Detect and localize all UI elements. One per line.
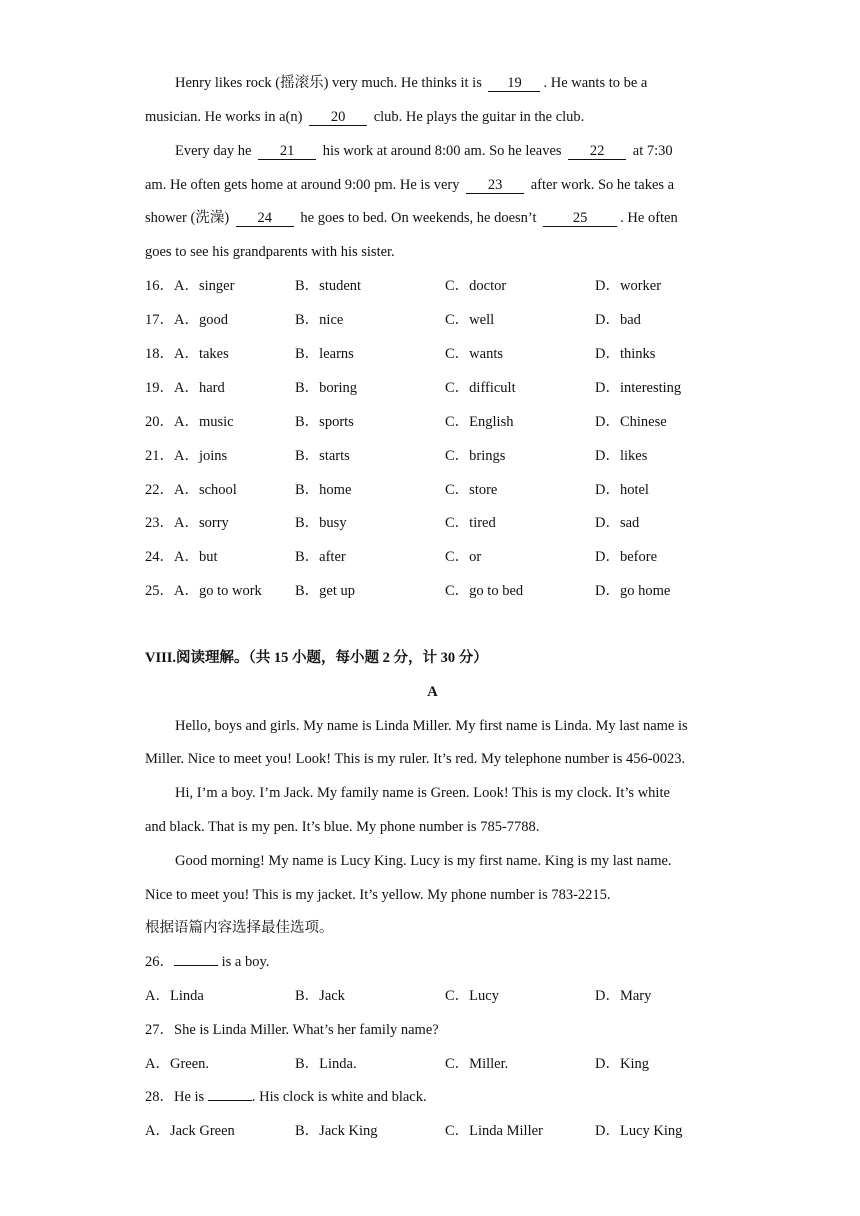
cloze-line: shower (洗澡) 24 he goes to bed. On weekends, he doesn’t 25 . He often (145, 210, 678, 226)
answer-blank (174, 965, 218, 966)
cloze-line: musician. He works in a(n) 20 club. He plays the guitar in the club. (145, 109, 585, 125)
passage-line: Nice to meet you! This is my jacket. It’s yellow. My phone number is 783-2215. (145, 887, 611, 903)
question-row: 19．A．hard B．boring C．difficult D．interesting (145, 380, 682, 396)
cloze-line: goes to see his grandparents with his sister. (145, 244, 395, 260)
section-title: VIII.阅读理解。（共 15 小题，每小题 2 分，计 30 分） (145, 650, 488, 666)
cloze-line: Henry likes rock (摇滚乐) very much. He thinks it is 19 . He wants to be a (175, 75, 648, 91)
answer-blank (208, 1100, 252, 1101)
question-row: 18．A．takes B．learns C．wants D．thinks (145, 346, 656, 362)
blank-23: 23 (466, 177, 524, 194)
cloze-line: am. He often gets home at around 9:00 pm. He is very 23 after work. So he takes a (145, 177, 675, 193)
blank-21: 21 (258, 143, 316, 160)
blank-22: 22 (568, 143, 626, 160)
question-row: 23．A．sorry B．busy C．tired D．sad (145, 515, 640, 531)
question-stem: 28．He is . His clock is white and black. (145, 1089, 427, 1105)
question-row: A．Jack Green B．Jack King C．Linda Miller D．Lucy King (145, 1123, 683, 1139)
question-row: 21．A．joins B．starts C．brings D．likes (145, 448, 648, 464)
question-row: 25．A．go to work B．get up C．go to bed D．go home (145, 583, 671, 599)
passage-line: Good morning! My name is Lucy King. Lucy is my first name. King is my last name. (175, 853, 672, 869)
question-row: A．Linda B．Jack C．Lucy D．Mary (145, 988, 652, 1004)
passage-line: and black. That is my pen. It’s blue. My phone number is 785-7788. (145, 819, 540, 835)
question-row: 20．A．music B．sports C．English D．Chinese (145, 414, 667, 430)
blank-24: 24 (236, 210, 294, 227)
question-row: 22．A．school B．home C．store D．hotel (145, 482, 649, 498)
passage-label: A (427, 684, 438, 700)
blank-20: 20 (309, 109, 367, 126)
question-row: 17．A．good B．nice C．well D．bad (145, 312, 641, 328)
question-stem: 26． is a boy. (145, 954, 270, 970)
passage-line: Hello, boys and girls. My name is Linda Miller. My first name is Linda. My last name is (175, 718, 688, 734)
question-stem: 27．She is Linda Miller. What’s her family name? (145, 1022, 439, 1038)
question-row: 24．A．but B．after C．or D．before (145, 549, 658, 565)
blank-25: 25 (543, 210, 617, 227)
passage-line: Hi, I’m a boy. I’m Jack. My family name is Green. Look! This is my clock. It’s white (175, 785, 670, 801)
instruction: 根据语篇内容选择最佳选项。 (145, 920, 334, 936)
passage-line: Miller. Nice to meet you! Look! This is my ruler. It’s red. My telephone number is 456-0023. (145, 751, 686, 767)
cloze-line: Every day he 21 his work at around 8:00 am. So he leaves 22 at 7:30 (175, 143, 673, 159)
blank-19: 19 (488, 75, 540, 92)
question-row: 16．A．singer B．student C．doctor D．worker (145, 278, 662, 294)
question-row: A．Green. B．Linda. C．Miller. D．King (145, 1056, 649, 1072)
